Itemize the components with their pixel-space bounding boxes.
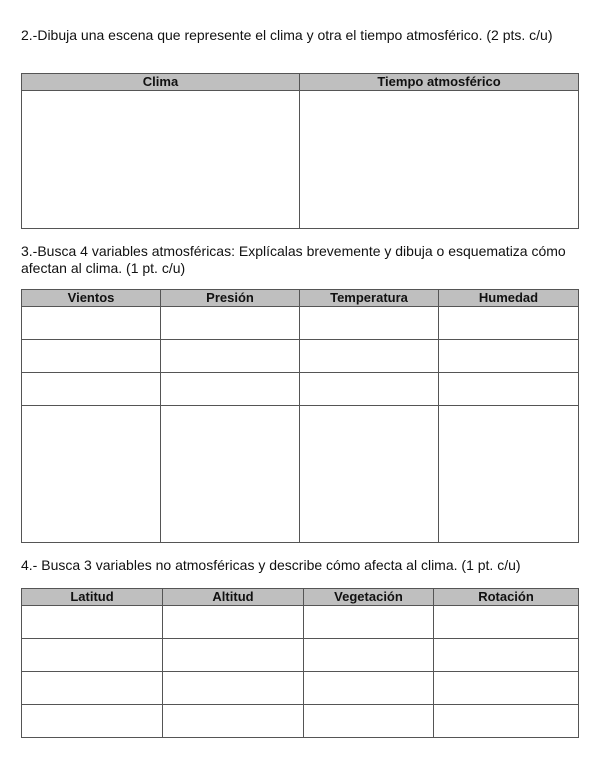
table-row <box>22 705 579 738</box>
answer-cell[interactable] <box>163 639 304 672</box>
answer-cell[interactable] <box>434 639 579 672</box>
answer-cell[interactable] <box>22 340 161 373</box>
climate-weather-table <box>21 73 579 229</box>
table-row <box>22 340 579 373</box>
answer-cell[interactable] <box>304 705 434 738</box>
drawing-cell[interactable] <box>300 406 439 543</box>
non-atmospheric-variables-table <box>21 588 579 738</box>
table-header-row <box>22 589 579 606</box>
answer-cell[interactable] <box>434 672 579 705</box>
answer-cell[interactable] <box>22 606 163 639</box>
answer-cell[interactable] <box>439 340 579 373</box>
table-row <box>22 91 579 229</box>
answer-cell[interactable] <box>434 705 579 738</box>
header-altitud: Altitud <box>163 589 304 606</box>
answer-cell[interactable] <box>439 373 579 406</box>
question-4-prompt: 4.- Busca 3 variables no atmosféricas y describe cómo afecta al clima. (1 pt. c/u) <box>21 557 521 573</box>
answer-cell[interactable] <box>161 340 300 373</box>
drawing-cell-clima[interactable] <box>22 91 300 229</box>
table-header-row <box>22 74 579 91</box>
answer-cell[interactable] <box>163 606 304 639</box>
drawing-cell[interactable] <box>161 406 300 543</box>
answer-cell[interactable] <box>22 705 163 738</box>
header-tiempo-atmosferico: Tiempo atmosférico <box>300 74 579 91</box>
table-header-row <box>22 290 579 307</box>
answer-cell[interactable] <box>300 340 439 373</box>
table-row <box>22 639 579 672</box>
header-rotacion: Rotación <box>434 589 579 606</box>
header-clima: Clima <box>22 74 300 91</box>
header-latitud: Latitud <box>22 589 163 606</box>
table-row <box>22 373 579 406</box>
answer-cell[interactable] <box>22 672 163 705</box>
answer-cell[interactable] <box>161 373 300 406</box>
answer-cell[interactable] <box>22 639 163 672</box>
answer-cell[interactable] <box>161 307 300 340</box>
question-2-prompt: 2.-Dibuja una escena que represente el clima y otra el tiempo atmosférico. (2 pts. c/u) <box>21 27 553 43</box>
table-row <box>22 406 579 543</box>
answer-cell[interactable] <box>300 373 439 406</box>
header-temperatura: Temperatura <box>300 290 439 307</box>
header-humedad: Humedad <box>439 290 579 307</box>
header-vientos: Vientos <box>22 290 161 307</box>
answer-cell[interactable] <box>22 373 161 406</box>
table-row <box>22 606 579 639</box>
question-3-prompt: 3.-Busca 4 variables atmosféricas: Explícalas brevemente y dibuja o esquematiza cómo afectan al clima. (1 pt. c/u) <box>21 243 566 276</box>
answer-cell[interactable] <box>304 606 434 639</box>
answer-cell[interactable] <box>163 705 304 738</box>
drawing-cell-tiempo[interactable] <box>300 91 579 229</box>
answer-cell[interactable] <box>439 307 579 340</box>
atmospheric-variables-table <box>21 289 579 543</box>
answer-cell[interactable] <box>22 307 161 340</box>
table-row <box>22 307 579 340</box>
drawing-cell[interactable] <box>439 406 579 543</box>
answer-cell[interactable] <box>163 672 304 705</box>
header-presion: Presión <box>161 290 300 307</box>
drawing-cell[interactable] <box>22 406 161 543</box>
answer-cell[interactable] <box>304 639 434 672</box>
answer-cell[interactable] <box>300 307 439 340</box>
table-row <box>22 672 579 705</box>
answer-cell[interactable] <box>434 606 579 639</box>
header-vegetacion: Vegetación <box>304 589 434 606</box>
answer-cell[interactable] <box>304 672 434 705</box>
